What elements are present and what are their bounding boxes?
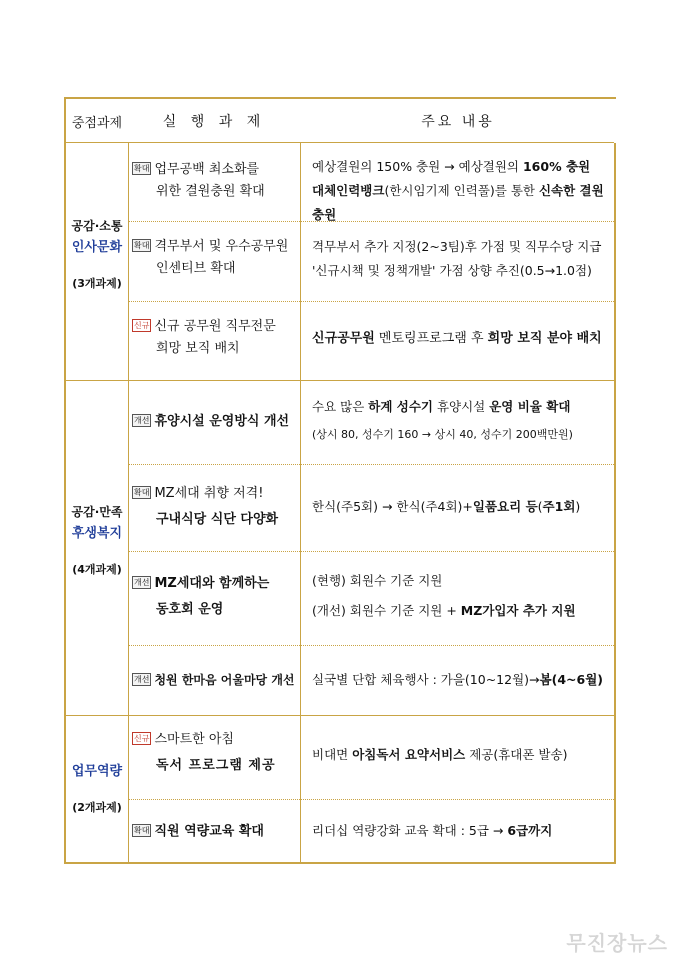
- task-line2: 독서 프로그램 제공: [156, 758, 276, 773]
- row-divider: [128, 645, 614, 646]
- watermark-logo: 무진장뉴스: [566, 931, 668, 955]
- task-line2: 동호회 운영: [156, 602, 224, 617]
- task-line2: 희망 보직 배치: [156, 341, 240, 356]
- row-divider: [128, 799, 614, 800]
- tag-new-badge: 신규: [134, 734, 150, 743]
- task-line2: 위한 결원충원 확대: [156, 184, 265, 199]
- tag-improve-badge: 개선: [134, 416, 150, 425]
- task-line1: 직원 역량교육 확대: [154, 824, 264, 839]
- content-cell: [312, 495, 616, 519]
- task-line1: MZ세대 취향 저격!: [154, 486, 264, 501]
- tag-expand-badge: 확대: [134, 488, 150, 497]
- row-divider: [128, 464, 614, 465]
- tag-expand-badge: 확대: [134, 241, 150, 250]
- task-line1: 신규 공무원 직무전문: [154, 319, 276, 334]
- content-cell: [312, 668, 616, 692]
- content-cell: [312, 395, 616, 447]
- task-line1: 청원 한마음 어울마당 개선: [154, 673, 295, 687]
- content-line: 신규공무원 멘토링프로그램 후 희망 보직 분야 배치: [312, 331, 602, 346]
- task-cell: [132, 236, 298, 280]
- task-line1: 스마트한 아침: [154, 732, 234, 747]
- col-divider: [300, 99, 301, 862]
- task-cell: [132, 483, 298, 531]
- content-cell: [312, 569, 616, 623]
- task-cell: [132, 729, 298, 777]
- header-divider: [66, 142, 614, 143]
- section-competency: [66, 761, 128, 819]
- section-divider: [66, 715, 614, 716]
- task-cell: [132, 573, 298, 621]
- content-line: 실국별 단합 체육행사 : 가을(10~12월)→봄(4~6월): [312, 672, 603, 687]
- section-welfare: [66, 501, 128, 581]
- task-cell: [132, 316, 298, 360]
- section-divider: [66, 380, 614, 381]
- task-line1: MZ세대와 함께하는: [154, 576, 270, 591]
- content-line: '신규시책 및 정책개발' 가점 상향 추진(0.5→1.0점): [312, 263, 592, 278]
- content-line: 리더십 역량강화 교육 확대 : 5급 → 6급까지: [312, 823, 553, 838]
- col-divider: [128, 99, 129, 862]
- section-line2: 후생복지: [71, 526, 123, 541]
- section-line2: 인사문화: [71, 240, 123, 255]
- content-line: 대체인력뱅크(한시임기제 인력풀)를 통한 신속한 결원 충원: [312, 183, 604, 222]
- tag-improve-badge: 개선: [134, 578, 150, 587]
- task-line2: 인센티브 확대: [156, 261, 236, 276]
- header-col-content: 주요 내용: [300, 99, 616, 143]
- section-hr-culture: [66, 215, 128, 295]
- section-count: (3개과제): [72, 277, 122, 290]
- content-line: 한식(주5회) → 한식(주4회)+일품요리 등(주1회): [312, 499, 581, 514]
- content-line: 수요 많은 하계 성수기 휴양시설 운영 비율 확대: [312, 399, 571, 414]
- content-line: (현행) 회원수 기준 지원: [312, 573, 443, 588]
- section-count: (4개과제): [72, 563, 122, 576]
- task-line1: 격무부서 및 우수공무원: [154, 239, 289, 254]
- task-cell: [132, 159, 298, 203]
- task-cell: [132, 669, 298, 691]
- section-count: (2개과제): [72, 801, 122, 814]
- content-line: (개선) 회원수 기준 지원 + MZ가입자 추가 지원: [312, 603, 576, 618]
- section-line1: 공감·소통: [71, 219, 123, 233]
- content-cell: [312, 743, 616, 767]
- content-cell: [312, 819, 616, 843]
- task-line2: 구내식당 식단 다양화: [156, 512, 279, 527]
- content-line: 격무부서 추가 지정(2~3팀)후 가점 및 직무수당 지급: [312, 239, 602, 254]
- header-col-focus: 중점과제: [66, 99, 128, 143]
- section-line1: 공감·만족: [71, 505, 123, 519]
- plan-table: [64, 97, 616, 864]
- section-line2: 업무역량: [71, 764, 123, 779]
- content-cell: [312, 327, 616, 351]
- task-line1: 휴양시설 운영방식 개선: [154, 414, 290, 429]
- content-line: (상시 80, 성수기 160 → 상시 40, 성수기 200백만원): [312, 428, 573, 441]
- tag-new-badge: 신규: [134, 321, 150, 330]
- task-line1: 업무공백 최소화를: [154, 162, 260, 177]
- tag-expand-badge: 확대: [134, 826, 150, 835]
- task-cell: [132, 411, 298, 433]
- content-cell: [312, 155, 616, 227]
- row-divider: [128, 301, 614, 302]
- content-line: 예상결원의 150% 충원 → 예상결원의 160% 충원: [312, 159, 591, 174]
- tag-expand-badge: 확대: [134, 164, 150, 173]
- tag-improve-badge: 개선: [134, 675, 150, 684]
- row-divider: [128, 551, 614, 552]
- task-cell: [132, 821, 298, 843]
- content-cell: [312, 235, 616, 283]
- header-col-task: 실 행 과 제: [128, 99, 300, 143]
- content-line: 비대면 아침독서 요약서비스 제공(휴대폰 발송): [312, 747, 568, 762]
